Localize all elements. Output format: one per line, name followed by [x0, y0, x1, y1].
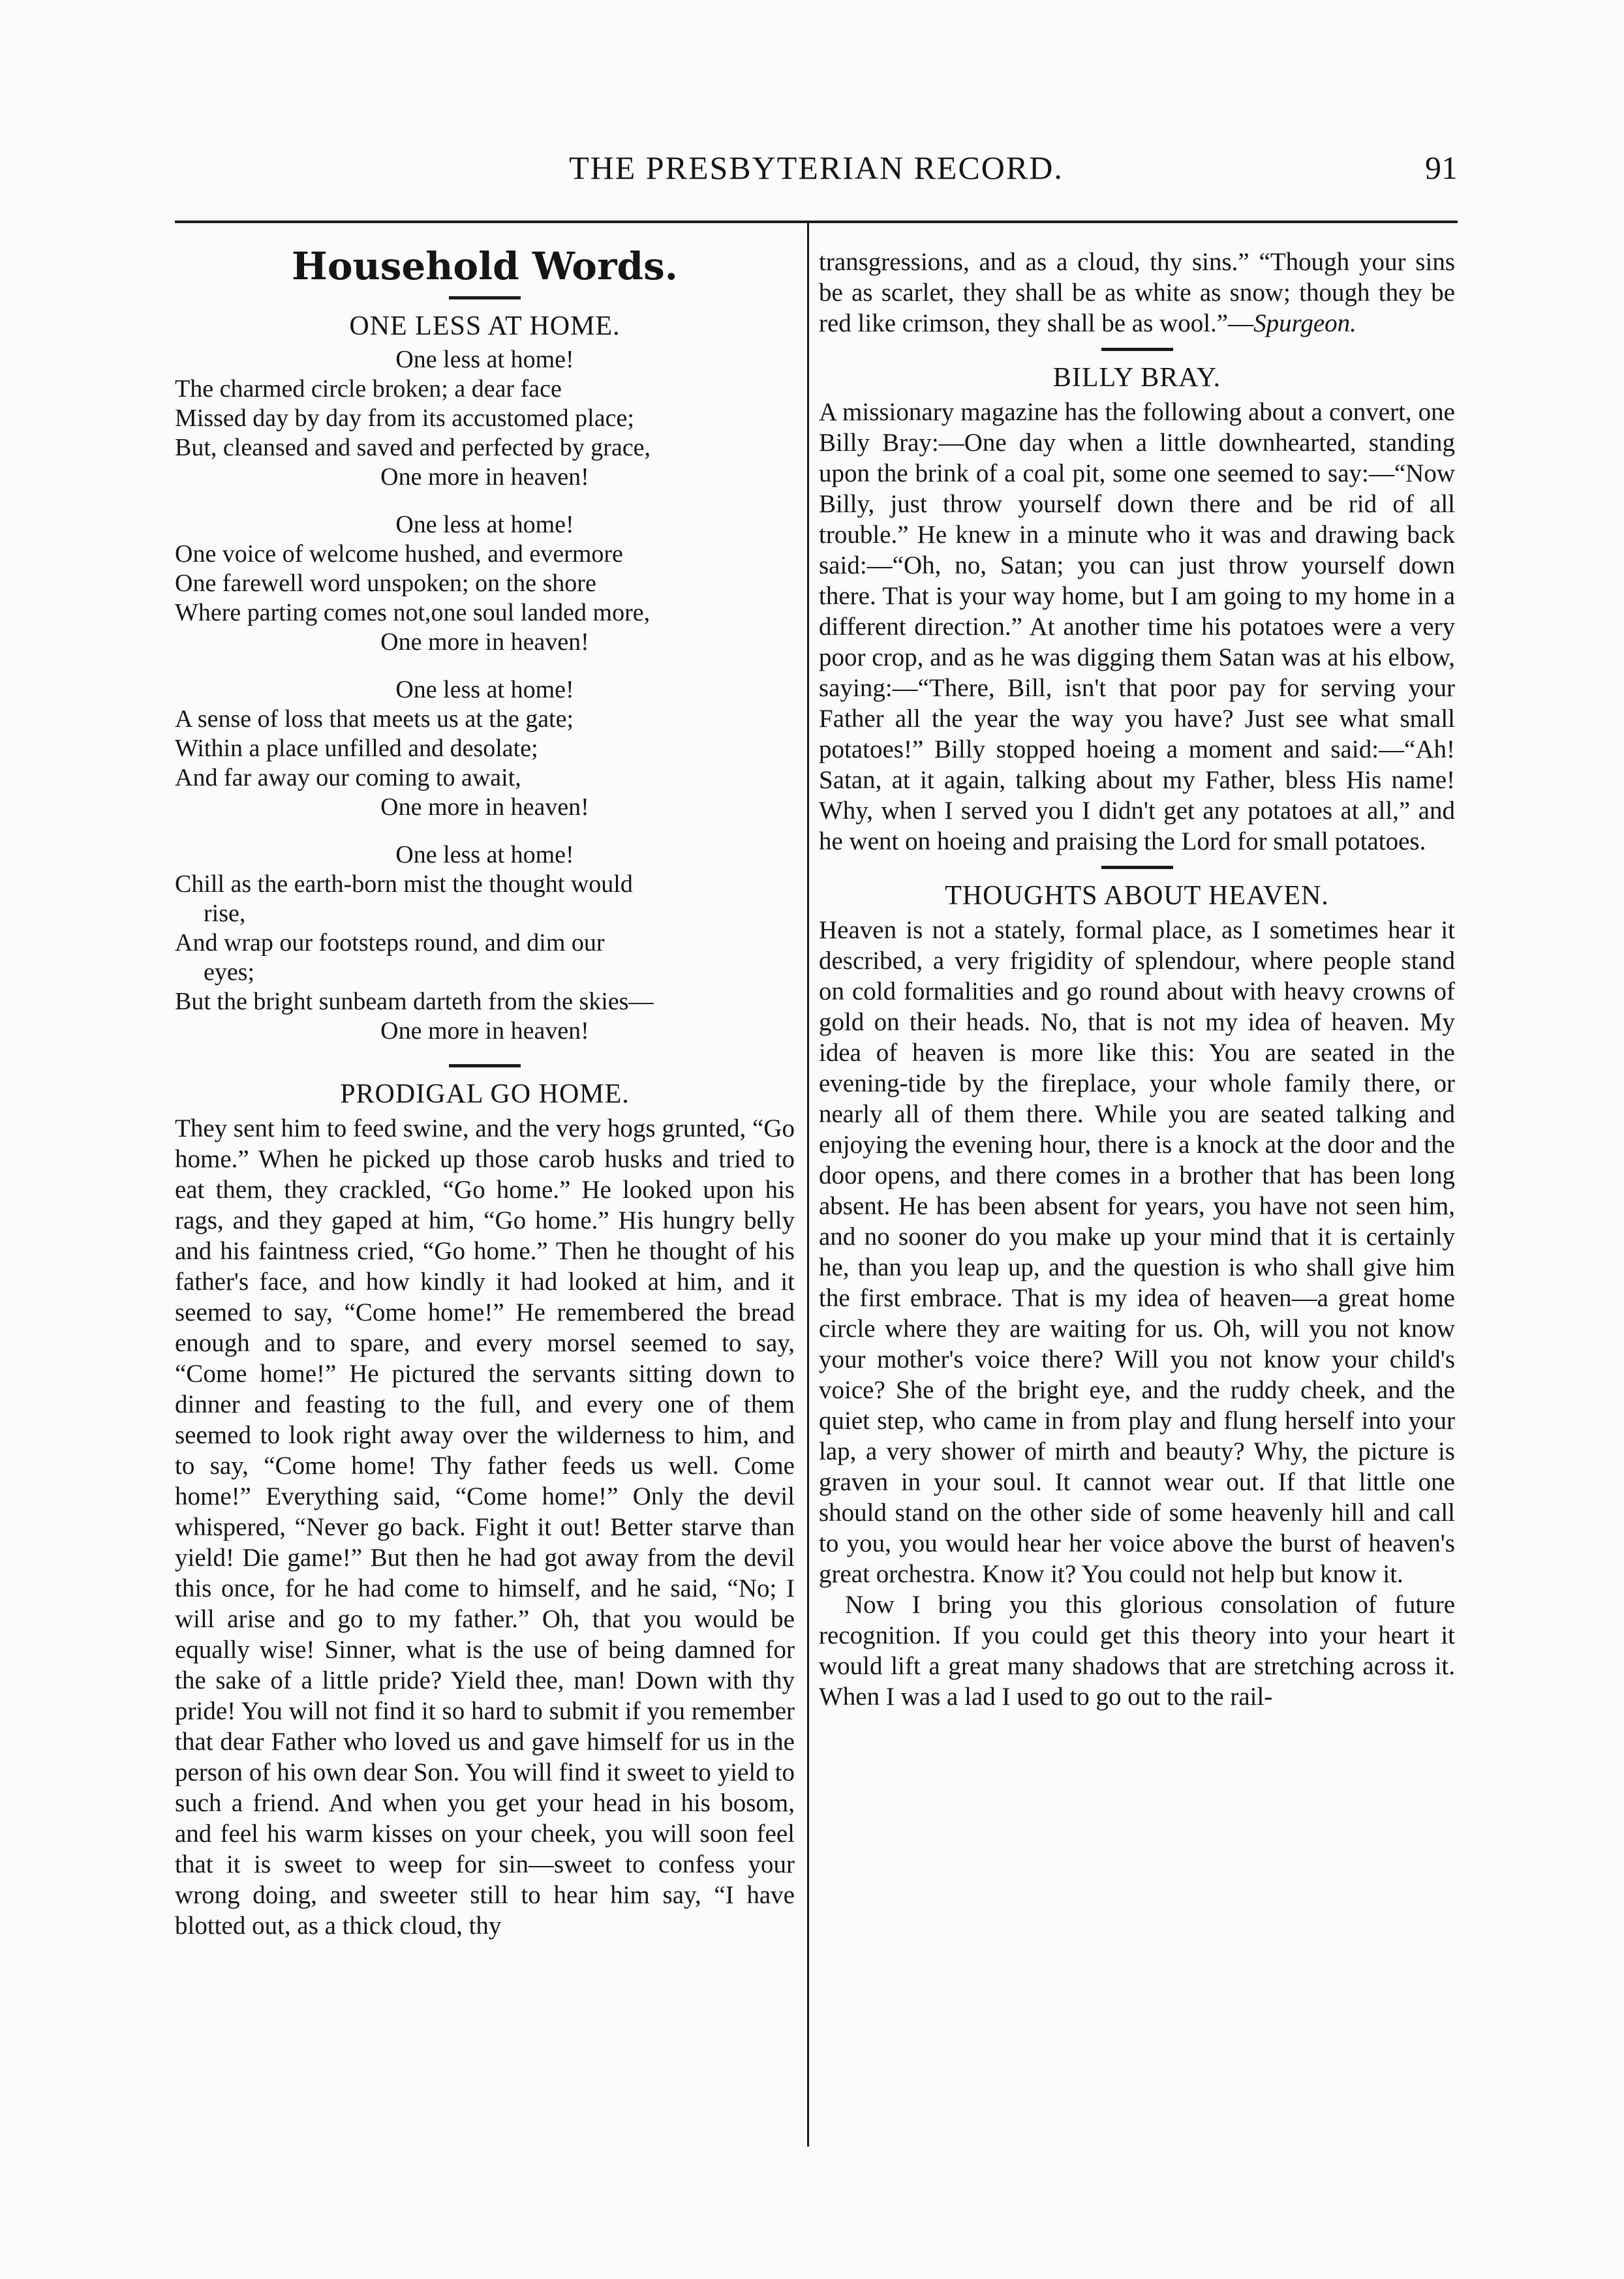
- poem-line: And far away our coming to await,: [175, 764, 521, 791]
- poem-line: One less at home!: [395, 511, 574, 538]
- poem-line: One voice of welcome hushed, and evermore: [175, 540, 623, 568]
- poem-line: One less at home!: [395, 841, 574, 868]
- poem-line: One less at home!: [395, 346, 574, 373]
- page-number: 91: [1425, 149, 1458, 186]
- right-column: [819, 247, 1455, 2145]
- prodigal-signature: Spurgeon.: [1253, 309, 1356, 337]
- left-column: [175, 240, 795, 2145]
- poem-line: One farewell word unspoken; on the shore: [175, 570, 596, 597]
- section-rule: [449, 1064, 521, 1067]
- running-head: [175, 149, 1458, 201]
- poem-line: Within a place unfilled and desolate;: [175, 735, 538, 762]
- department-heading: Household Words.: [292, 244, 678, 288]
- column-divider: [807, 223, 809, 2147]
- section-rule: [1101, 348, 1173, 351]
- poem-line: A sense of loss that meets us at the gate;: [175, 705, 574, 733]
- poem-stanza: [175, 675, 795, 822]
- poem-line: Chill as the earth-born mist the thought would: [175, 870, 633, 898]
- poem-line: The charmed circle broken; a dear face: [175, 375, 562, 403]
- poem-stanza: [175, 840, 795, 1046]
- poem-line: Where parting comes not,one soul landed more,: [175, 599, 651, 626]
- poem-stanza: [175, 345, 795, 492]
- poem-line: And wrap our footsteps round, and dim our: [175, 929, 605, 956]
- poem-line: eyes;: [204, 958, 255, 986]
- poem-line: One more in heaven!: [380, 628, 589, 656]
- heaven-title: THOUGHTS ABOUT HEAVEN.: [945, 881, 1329, 911]
- poem-line: But, cleansed and saved and perfected by grace,: [175, 434, 651, 461]
- poem-stanza: [175, 510, 795, 657]
- heaven-paragraph-2: Now I bring you this glorious consolation of future recognition. If you could get this theory into your heart it would lift a great many shadows that are stretching across it. When I was a lad I used to go out to the rail-: [819, 1591, 1455, 1711]
- poem-line: But the bright sunbeam darteth from the skies—: [175, 988, 654, 1015]
- prodigal-continued: [819, 247, 1455, 339]
- prodigal-title: PRODIGAL GO HOME.: [340, 1079, 630, 1109]
- section-rule: [1101, 866, 1173, 869]
- billy-title: BILLY BRAY.: [1052, 363, 1221, 393]
- heaven-paragraph-1: Heaven is not a stately, formal place, as I sometimes hear it described, a very frigidity of splendour, where people stand on cold formalities and go round about with heavy crowns of gold on their heads. No, that is not my idea of heaven. My idea of heaven is more like this: You are seated in the evening-tide by the fireplace, your whole family there, or nearly all of them there. While you are seated talking and enjoying the evening hour, there is a knock at the door and the door opens, and there comes in a brother that has been long absent. He has been absent for years, you have not seen him, and no sooner do you make up your mind that it is certainly he, than you leap up, and the question is who shall give him the first embrace. That is my idea of heaven—a great home circle where they are waiting for us. Oh, will you not know your mother's voice there? Will you not know your child's voice? She of the bright eye, and the ruddy cheek, and the quiet step, who came in from play and flung herself into your lap, a very shower of mirth and beauty? Why, the picture is graven in your soul. It cannot wear out. If that little one should stand on the other side of some heavenly hill and call to you, you would hear her voice above the burst of heaven's great orchestra. Know it? You could not help but know it.: [819, 916, 1455, 1588]
- poem-line: One more in heaven!: [380, 793, 589, 821]
- header-rule: [175, 221, 1458, 223]
- section-rule: [449, 296, 521, 299]
- prodigal-body: They sent him to feed swine, and the very hogs grunted, “Go home.” When he picked up those carob husks and tried to eat them, they crackled, “Go home.” He looked upon his rags, and they gaped at him, “Go home.” His hungry belly and his faintness cried, “Go home.” Then he thought of his father's face, and how kindly it had looked at him, and it seemed to say, “Come home!” He remembered the bread enough and to spare, and every morsel seemed to say, “Come home!” He pictured the servants sitting down to dinner and feasting to the full, and every one of them seemed to look right away over the wilderness to him, and to say, “Come home! Thy father feeds us well. Come home!” Everything said, “Come home!” Only the devil whispered, “Never go back. Fight it out! Better starve than yield! Die game!” But then he had got away from the devil this once, for he had come to himself, and he said, “No; I will arise and go to my father.” Oh, that you would be equally wise! Sinner, what is the use of being damned for the sake of a little pride? Yield thee, man! Down with thy pride! You will not find it so hard to submit if you remember that dear Father who loved us and gave himself for us in the person of his own dear Son. You will find it sweet to yield to such a friend. And when you get your head in his bosom, and feel his warm kisses on your cheek, you will soon feel that it is sweet to weep for sin—sweet to confess your wrong doing, and sweeter still to hear him say, “I have blotted out, as a thick cloud, thy: [175, 1114, 795, 1940]
- prodigal-continued-text: transgressions, and as a cloud, thy sins.” “Though your sins be as scarlet, they shall be as white as snow; though they be red like crimson, they shall be as wool.”—: [819, 248, 1455, 337]
- poem-line: One more in heaven!: [380, 1017, 589, 1045]
- journal-title: THE PRESBYTERIAN RECORD.: [569, 149, 1064, 186]
- poem-line: rise,: [204, 900, 246, 927]
- poem: [175, 345, 795, 1046]
- poem-line: Missed day by day from its accustomed place;: [175, 405, 634, 432]
- poem-title: ONE LESS AT HOME.: [349, 311, 620, 341]
- poem-line: One less at home!: [395, 676, 574, 703]
- poem-line: One more in heaven!: [380, 463, 589, 491]
- billy-body: A missionary magazine has the following about a convert, one Billy Bray:—One day when a little downhearted, standing upon the brink of a coal pit, some one seemed to say:—“Now Billy, just throw yourself down there and be rid of all trouble.” He knew in a minute who it was and drawing back said:—“Oh, no, Satan; you can just throw yourself down there. That is your way home, but I am going to my home in a different direction.” At another time his potatoes were a very poor crop, and as he was digging them Satan was at his elbow, saying:—“There, Bill, isn't that poor pay for serving your Father all the year the way you have? Just see what small potatoes!” Billy stopped hoeing a moment and said:—“Ah! Satan, at it again, talking about my Father, bless His name! Why, when I served you I didn't get any potatoes at all,” and he went on hoeing and praising the Lord for small potatoes.: [819, 398, 1455, 855]
